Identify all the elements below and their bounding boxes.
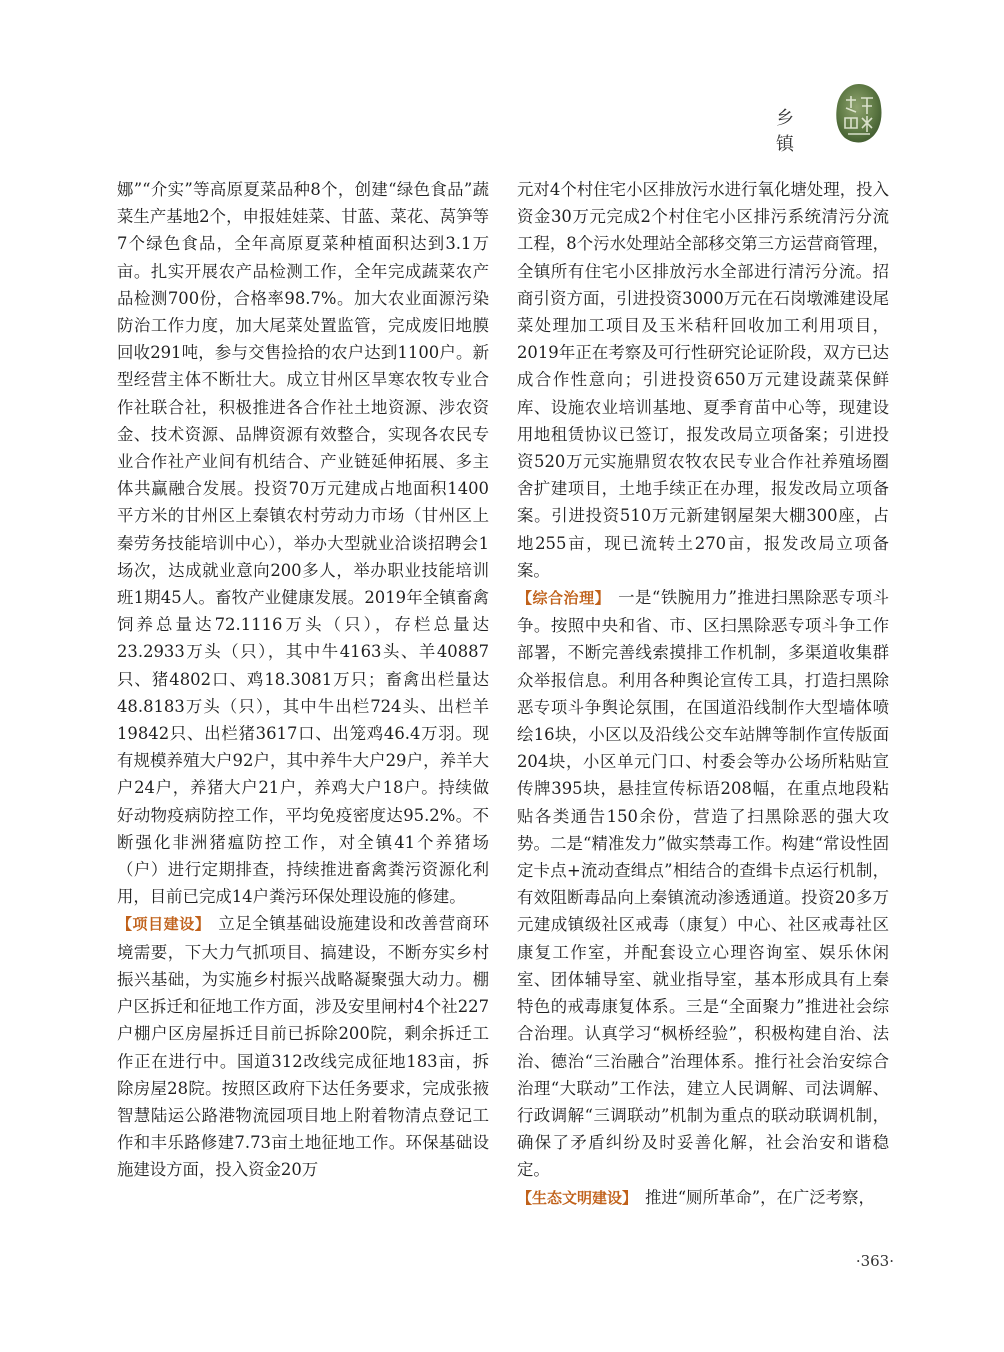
paragraph-agriculture: 娜”“介实”等高原夏菜品种8个，创建“绿色食品”蔬菜生产基地2个，申报娃娃菜、甘蓝、菜花、莴笋等7个绿色食品，全年高原夏菜种植面积达到3.1万亩。扎实开展农产品检测工作，全年完成蔬菜农产品检测700份，合格率98.7%。加大农业面源污染防治工作力度，加大尾菜处置监管，完成废旧地膜回收291吨，参与交售捡拾的农户达到1100户。新型经营主体不断壮大。成立甘州区旱寒农牧专业合作社联合社，积极推进各合作社土地资源、涉农资金、技术资源、品牌资源有效整合，实现各农民专业合作社产业间有机结合、产业链延伸拓展、多主体共赢融合发展。投资70万元建成占地面积1400平方米的甘州区上秦镇农村劳动力市场（甘州区上秦劳务技能培训中心），举办大型就业洽谈招聘会1场次，达成就业意向200多人，举办职业技能培训班1期45人。畜牧产业健康发展。2019年全镇畜禽饲养总量达72.1116万头（只），存栏总量达23.2933万头（只），其中牛4163头、羊40887只、猪4802口、鸡18.3081万只；畜禽出栏量达48.8183万头（只），其中牛出栏724头、出栏羊19842只、出栏猪3617口、出笼鸡46.4万羽。现有规模养殖大户92户，其中养牛大户29户，养羊大户24户，养猪大户21户，养鸡大户18户。持续做好动物疫病防控工作，平均免疫密度达95.2%。不断强化非洲猪瘟防控工作，对全镇41个养猪场（户）进行定期排查，持续推进畜禽粪污资源化利用，目前已完成14户粪污环保处理设施的修建。 (117, 180, 489, 907)
paragraph-investment: 元对4个村住宅小区排放污水进行氧化塘处理，投入资金30万元完成2个村住宅小区排污系统清污分流工程，8个污水处理站全部移交第三方运营商管理，全镇所有住宅小区排放污水全部进行清污分流。招商引资方面，引进投资3000万元在石岗墩滩建设尾菜处理加工项目及玉米秸秆回收加工利用项目，2019年正在考察及可行性研究论证阶段，双方已达成合作性意向；引进投资650万元建设蔬菜保鲜库、设施农业培训基地、夏季育苗中心等，现建设用地租赁协议已签订，报发改局立项备案；引进投资520万元实施鼎贸农牧农民专业合作社养殖场圈舍扩建项目，土地手续正在办理，报发改局立项备案。引进投资510万元新建钢屋架大棚300座，占地255亩，现已流转土270亩，报发改局立项备案。 (517, 180, 889, 580)
seal-icon (834, 82, 884, 144)
right-column (517, 176, 889, 1212)
paragraph-body: 推进“厕所革命”，在广泛考察， (645, 1187, 875, 1207)
section-label: 乡 镇 (776, 108, 808, 155)
paragraph-project-construction (117, 910, 489, 1183)
page-number: ·363· (855, 1252, 894, 1270)
paragraph-ecological-civilization (517, 1184, 889, 1212)
paragraph-body: 立足全镇基础设施建设和改善营商环境需要，下大力气抓项目、搞建设，不断夯实乡村振兴基础，为实施乡村振兴战略凝聚强大动力。棚户区拆迁和征地工作方面，涉及安里闸村4个社227户棚户区房屋拆迁目前已拆除200院，剩余拆迁工作正在进行中。国道312改线完成征地183亩，拆除房屋28院。按照区政府下达任务要求，完成张掖智慧陆运公路港物流园项目地上附着物清点登记工作和丰乐路修建7.73亩土地征地工作。环保基础设施建设方面，投入资金20万 (117, 914, 489, 1180)
paragraph-comprehensive-governance (517, 584, 889, 1183)
section-tag-ecological-civilization: 【生态文明建设】 (517, 1188, 638, 1207)
paragraph-body: 一是“铁腕用力”推进扫黑除恶专项斗争。按照中央和省、市、区扫黑除恶专项斗争工作部署，不断完善线索摸排工作机制，多渠道收集群众举报信息。利用各种舆论宣传工具，打造扫黑除恶专项斗争舆论氛围，在国道沿线制作大型墙体喷绘16块，小区以及沿线公交车站牌等制作宣传版面204块，小区单元门口、村委会等办公场所粘贴宣传牌395块，悬挂宣传标语208幅，在重点地段粘贴各类通告150余份，营造了扫黑除恶的强大攻势。二是“精准发力”做实禁毒工作。构建“常设性固定卡点+流动查缉点”相结合的查缉卡点运行机制，有效阻断毒品向上秦镇流动渗透通道。投资20多万元建成镇级社区戒毒（康复）中心、社区戒毒社区康复工作室，并配套设立心理咨询室、娱乐休闲室、团体辅导室、就业指导室，基本形成具有上秦特色的戒毒康复体系。三是“全面聚力”推进社会综合治理。认真学习“枫桥经验”，积极构建自治、法治、德治“三治融合”治理体系。推行社会治安综合治理“大联动”工作法，建立人民调解、司法调解、行政调解“三调联动”机制为重点的联动联调机制，确保了矛盾纠纷及时妥善化解，社会治安和谐稳定。 (517, 588, 889, 1180)
section-tag-project-construction: 【项目建设】 (117, 915, 211, 934)
section-tag-comprehensive-governance: 【综合治理】 (517, 589, 611, 608)
left-column (117, 176, 489, 1184)
